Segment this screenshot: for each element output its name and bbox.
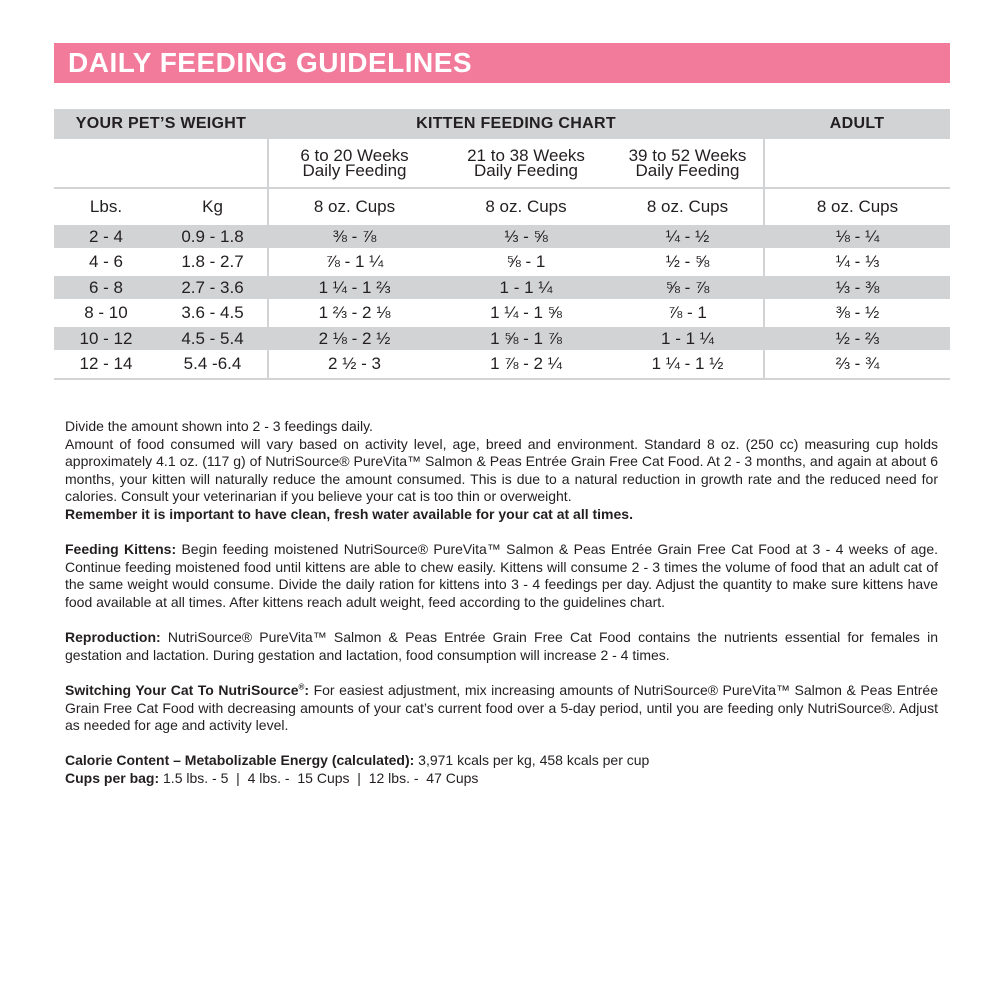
cell-kitten-3: 1 - 1 ¼ xyxy=(612,327,764,350)
feeding-kittens-label: Feeding Kittens: xyxy=(65,541,177,558)
switching-text: For easiest adjustment, mix increasing amounts of NutriSource® PureVita™ Salmon & Peas Entrée Grain Free Cat Food with decreasing amounts of your cat’s current food over a 5-day period, until you are feeding only NutriSource®. Adjust as needed for age and activity level. xyxy=(65,681,938,734)
cell-lbs: 4 - 6 xyxy=(88,252,124,271)
cell-adult: ⅔ - ¾ xyxy=(764,350,950,379)
note-divide: Divide the amount shown into 2 - 3 feedings daily. xyxy=(65,418,373,434)
stage-sub-1: Daily Feeding xyxy=(302,161,407,180)
note-water xyxy=(65,506,938,524)
cell-kg: 3.6 - 4.5 xyxy=(158,299,268,327)
cell-kitten-3: ⅝ - ⅞ xyxy=(612,276,764,299)
cell-lbs: 12 - 14 xyxy=(54,350,158,379)
calorie-text: 3,971 kcals per kg, 458 kcals per cup xyxy=(414,752,650,769)
water-reminder: Remember it is important to have clean, fresh water available for your cat at all times. xyxy=(65,505,633,522)
header-adult: ADULT xyxy=(764,109,950,139)
cell-kitten-3: 1 ¼ - 1 ½ xyxy=(612,350,764,379)
cell-kitten-2: 1 ⅝ - 1 ⅞ xyxy=(440,327,612,350)
cell-kitten-3: ¼ - ½ xyxy=(612,225,764,248)
cell-kitten-1: 1 ⅔ - 2 ⅛ xyxy=(318,303,391,322)
cell-lbs: 6 - 8 xyxy=(54,276,158,299)
cell-kitten-1: ⅜ - ⅞ xyxy=(268,225,440,248)
feeding-notes xyxy=(65,418,938,787)
cell-kg: 4.5 - 5.4 xyxy=(158,327,268,350)
header-kitten: KITTEN FEEDING CHART xyxy=(268,109,764,139)
table-row xyxy=(54,225,950,248)
calorie-label: Calorie Content – Metabolizable Energy (calculated): xyxy=(65,752,415,769)
stage-6-20-weeks xyxy=(268,139,440,188)
table-header-row xyxy=(54,109,950,139)
stage-sub-3: Daily Feeding xyxy=(635,161,740,180)
unit-cups-2: 8 oz. Cups xyxy=(485,197,567,216)
header-weight: YOUR PET’S WEIGHT xyxy=(54,109,268,139)
cell-lbs: 2 - 4 xyxy=(54,225,158,248)
table-row xyxy=(54,350,950,379)
unit-kg: Kg xyxy=(158,188,268,225)
cell-kitten-1: ⅞ - 1 ¼ xyxy=(325,252,384,271)
switching-label-colon: : xyxy=(304,681,310,698)
unit-cups-1: 8 oz. Cups xyxy=(313,197,396,216)
cell-kitten-1: 2 ½ - 3 xyxy=(268,350,440,379)
cell-kg: 5.4 -6.4 xyxy=(158,350,268,379)
stage-adult-blank xyxy=(764,139,950,188)
stage-label-3: 39 to 52 Weeks xyxy=(628,146,747,165)
cell-kitten-2: ⅝ - 1 xyxy=(506,252,546,271)
cups-text: 1.5 lbs. - 5 | 4 lbs. - 15 Cups | 12 lbs. - 47 Cups xyxy=(159,769,479,786)
cell-adult: ⅓ - ⅜ xyxy=(764,276,950,299)
cell-kitten-2: 1 ¼ - 1 ⅝ xyxy=(490,303,562,322)
feeding-kittens-text: Begin feeding moistened NutriSource® PureVita™ Salmon & Peas Entrée Grain Free Cat Food at 3 - 4 weeks of age. Continue feeding moistened food until kittens are able to chew easily. Kittens will consume 2 - 3 times the volume of food that an adult cat of the same weight would consume. Divide the daily ration for kittens into 3 - 4 feedings per day. Adjust the quantity to make sure kittens have food available at all times. After kittens reach adult weight, feed according to the guidelines chart. xyxy=(65,541,939,610)
cell-adult: ⅛ - ¼ xyxy=(764,225,950,248)
cell-kitten-2: ⅓ - ⅝ xyxy=(440,225,612,248)
table-stage-row xyxy=(54,139,950,188)
cell-lbs: 10 - 12 xyxy=(54,327,158,350)
table-row xyxy=(54,276,950,299)
cell-adult: ½ - ⅔ xyxy=(764,327,950,350)
cell-kitten-3: ⅞ - 1 xyxy=(612,299,764,327)
table-row xyxy=(54,248,950,276)
cell-lbs: 8 - 10 xyxy=(84,303,128,322)
cell-kg: 0.9 - 1.8 xyxy=(158,225,268,248)
page-title: DAILY FEEDING GUIDELINES xyxy=(54,43,950,83)
cell-kitten-1: 2 ⅛ - 2 ½ xyxy=(268,327,440,350)
cell-kg: 2.7 - 3.6 xyxy=(158,276,268,299)
switching-label xyxy=(65,682,309,698)
cell-kitten-3: ½ - ⅝ xyxy=(612,248,764,276)
stage-sub-2: Daily Feeding xyxy=(474,161,578,180)
cell-adult: ¼ - ⅓ xyxy=(835,252,880,271)
cell-kg: 1.8 - 2.7 xyxy=(158,248,268,276)
stage-label-1: 6 to 20 Weeks xyxy=(300,146,409,165)
reproduction-label: Reproduction: xyxy=(65,629,161,646)
stage-label-2: 21 to 38 Weeks xyxy=(467,146,585,165)
cell-kitten-2: 1 ⅞ - 2 ¼ xyxy=(440,350,612,379)
stage-39-52-weeks xyxy=(612,139,764,188)
cups-label: Cups per bag: xyxy=(65,769,160,786)
table-row xyxy=(54,299,950,327)
note-switching xyxy=(65,682,938,735)
note-reproduction xyxy=(65,629,938,664)
note-feeding-kittens xyxy=(65,541,938,611)
note-calorie xyxy=(65,752,938,770)
switching-label-text: Switching Your Cat To NutriSource xyxy=(65,681,299,698)
unit-cups-adult: 8 oz. Cups xyxy=(816,197,899,216)
feeding-chart-table xyxy=(54,109,950,380)
cell-adult: ⅜ - ½ xyxy=(835,303,880,322)
unit-cups-3: 8 oz. Cups xyxy=(612,188,764,225)
stage-21-38-weeks xyxy=(440,139,612,188)
note-cups-per-bag xyxy=(65,770,938,788)
cell-kitten-2: 1 - 1 ¼ xyxy=(440,276,612,299)
reproduction-text: NutriSource® PureVita™ Salmon & Peas Entrée Grain Free Cat Food contains the nutrients essential for females in gestation and lactation. During gestation and lactation, food consumption will increase 2 - 4 times. xyxy=(65,629,938,663)
stage-blank xyxy=(54,139,268,188)
note-consumption: Amount of food consumed will vary based on activity level, age, breed and environment. Standard 8 oz. (250 cc) measuring cup holds approximately 4.1 oz. (117 g) of NutriSource® PureVita™ Salmon & Peas Entrée Grain Free Cat Food. At 2 - 3 months, and again at about 6 months, your kitten will naturally reduce the amount consumed. This is due to a natural reduction in growth rate and the reduced need for calories. Consult your veterinarian if you believe your cat is too thin or overweight. xyxy=(65,435,938,505)
registered-mark: ® xyxy=(298,682,305,692)
table-row xyxy=(54,327,950,350)
unit-lbs: Lbs. xyxy=(89,197,123,216)
table-units-row xyxy=(54,188,950,225)
cell-kitten-1: 1 ¼ - 1 ⅔ xyxy=(268,276,440,299)
